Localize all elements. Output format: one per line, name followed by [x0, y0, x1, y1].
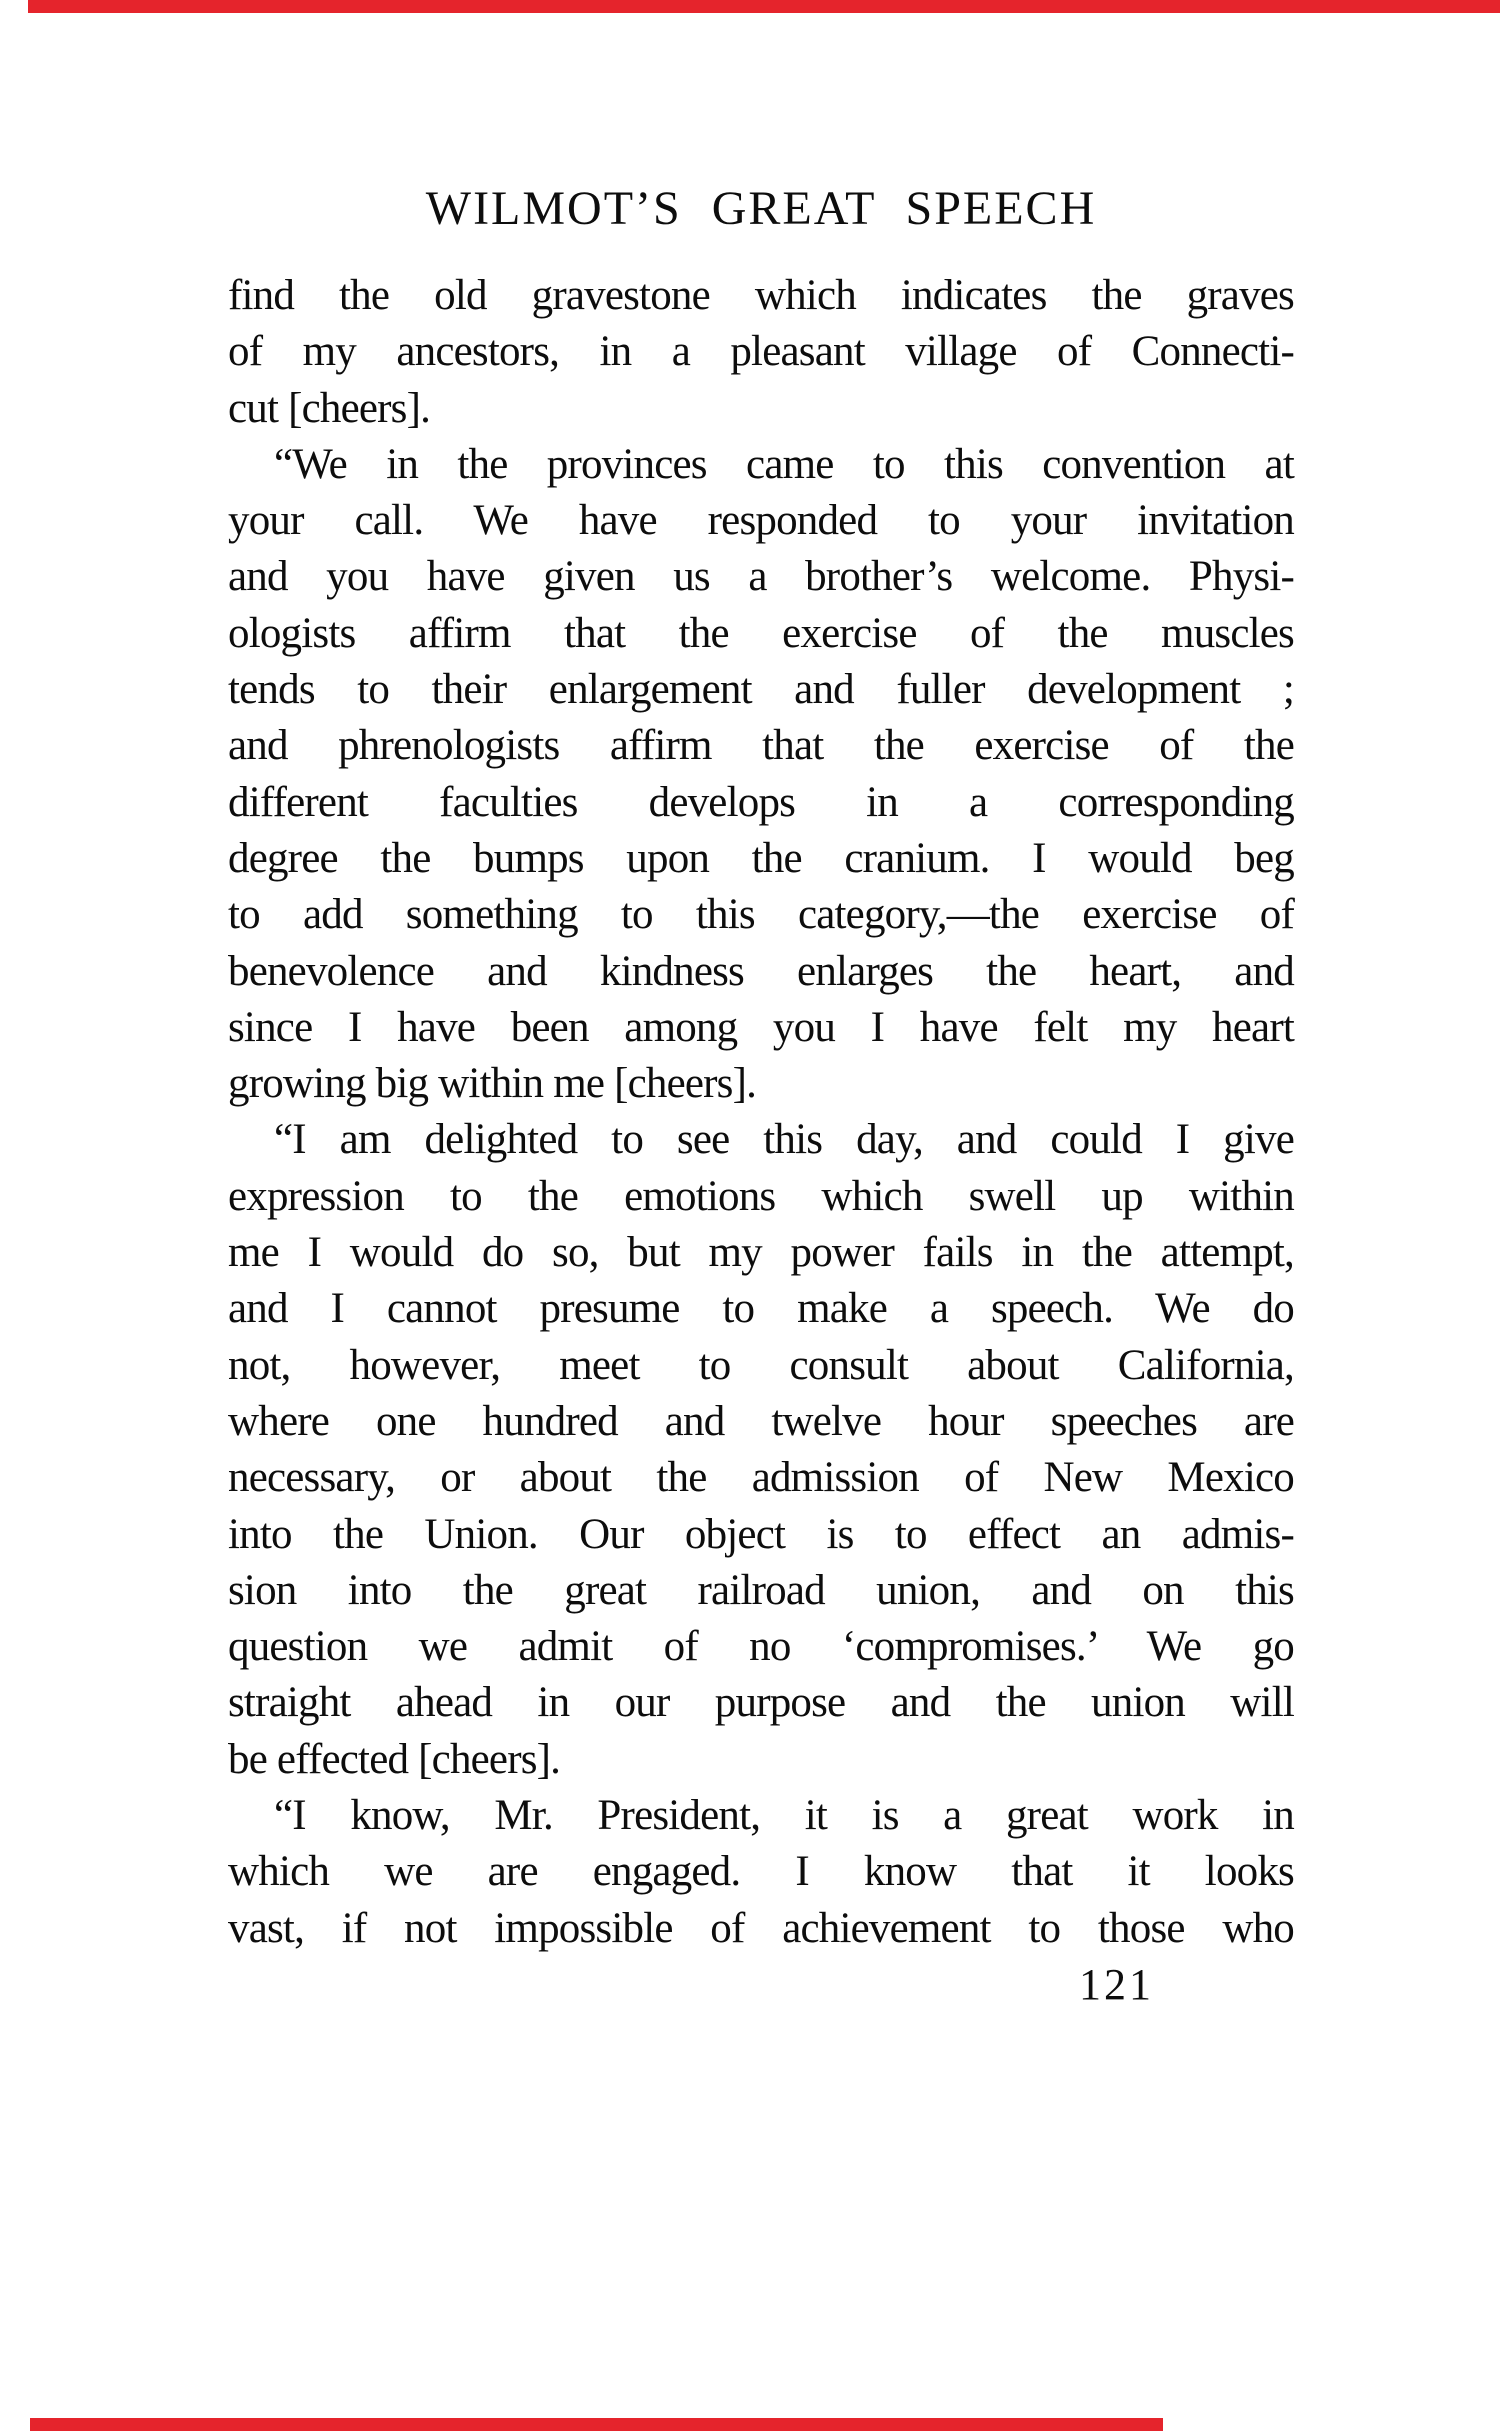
- text-line: different faculties develops in a corresponding: [228, 778, 1294, 826]
- text-line: and I cannot presume to make a speech. We do: [228, 1285, 1294, 1333]
- text-line: ologists affirm that the exercise of the muscles: [228, 609, 1294, 657]
- text-line: of my ancestors, in a pleasant village of Connecti-: [228, 328, 1294, 376]
- text-line: tends to their enlargement and fuller development ;: [228, 666, 1294, 714]
- text-line: “I know, Mr. President, it is a great work in: [274, 1792, 1294, 1840]
- text-line: be effected [cheers].: [228, 1735, 561, 1783]
- text-line: necessary, or about the admission of New Mexico: [228, 1454, 1294, 1502]
- scan-edge-top: [28, 0, 1500, 13]
- text-line: not, however, meet to consult about California,: [228, 1341, 1294, 1389]
- text-line: which we are engaged. I know that it looks: [228, 1848, 1294, 1896]
- text-line: sion into the great railroad union, and on this: [228, 1566, 1294, 1614]
- text-line: since I have been among you I have felt my heart: [228, 1003, 1294, 1051]
- text-line: and phrenologists affirm that the exercise of the: [228, 722, 1294, 770]
- text-line: question we admit of no ‘compromises.’ We go: [228, 1623, 1294, 1671]
- text-line: where one hundred and twelve hour speeches are: [228, 1397, 1294, 1445]
- text-line: find the old gravestone which indicates the graves: [228, 272, 1294, 319]
- text-line: degree the bumps upon the cranium. I would beg: [228, 834, 1294, 882]
- text-line: expression to the emotions which swell up within: [228, 1172, 1294, 1220]
- scan-edge-bottom: [30, 2418, 1163, 2431]
- text-line: cut [cheers].: [228, 384, 431, 432]
- page-title: WILMOT’S GREAT SPEECH: [425, 182, 1097, 235]
- text-line: me I would do so, but my power fails in the attempt,: [228, 1229, 1294, 1277]
- body-text: [228, 268, 1294, 1957]
- text-line: vast, if not impossible of achievement to those who: [228, 1904, 1294, 1952]
- text-line: growing big within me [cheers].: [228, 1060, 757, 1108]
- text-line: and you have given us a brother’s welcome. Physi-: [228, 553, 1294, 601]
- text-line: “I am delighted to see this day, and could I give: [274, 1116, 1294, 1164]
- text-line: your call. We have responded to your invitation: [228, 497, 1294, 545]
- text-line: straight ahead in our purpose and the union will: [228, 1679, 1294, 1727]
- text-line: “We in the provinces came to this convention at: [274, 440, 1294, 488]
- text-line: to add something to this category,—the exercise of: [228, 891, 1294, 939]
- text-line: benevolence and kindness enlarges the heart, and: [228, 947, 1294, 995]
- page-number: 121: [1079, 1960, 1154, 2009]
- text-line: into the Union. Our object is to effect an admis-: [228, 1510, 1294, 1558]
